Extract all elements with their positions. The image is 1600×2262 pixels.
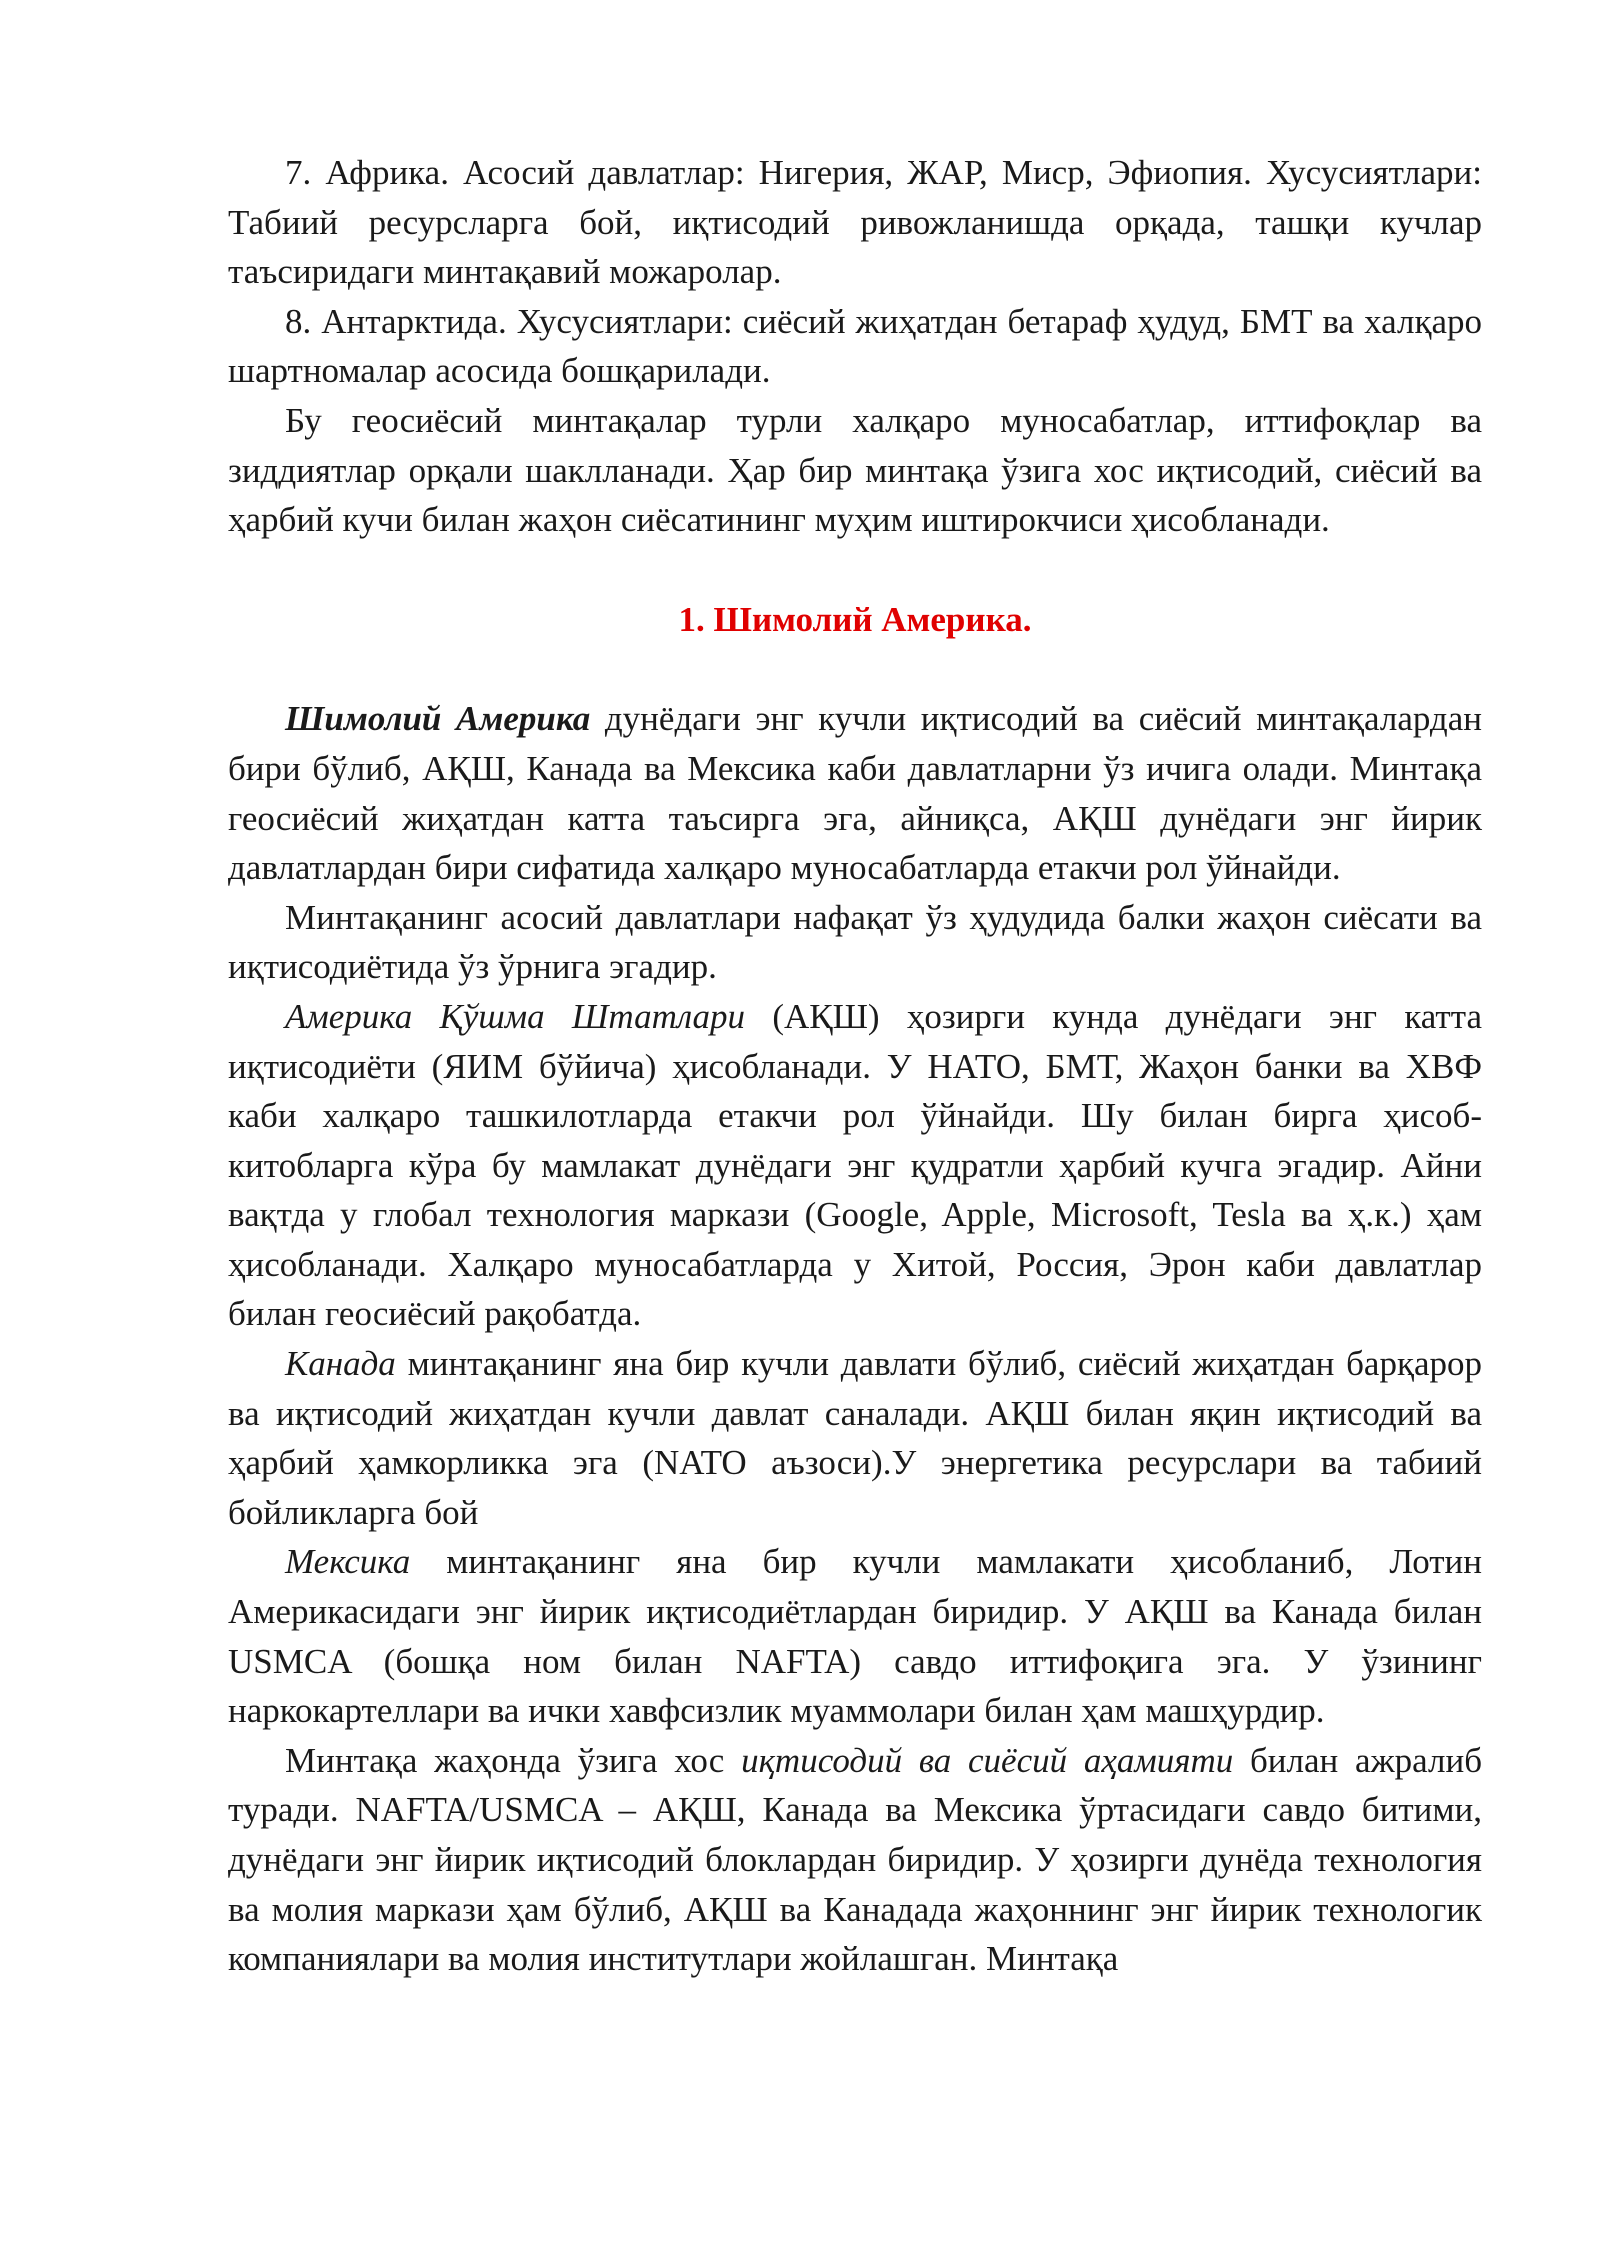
paragraph-usa — [228, 992, 1482, 1339]
section-heading: 1. Шимолий Америка. — [678, 599, 1032, 639]
paragraph-usa-text: (АҚШ) ҳозирги кунда дунёдаги энг катта иқтисодиёти (ЯИМ бўйича) ҳисобланади. У НАТО, БМТ, Жаҳон банки ва ХВФ каби халқаро ташкилотларда етакчи рол ўйнайди. Шу билан бирга ҳисоб-китобларга кўра бу мамлакат дунёдаги энг қудратли ҳарбий кучга эгадир. Айни вақтда у глобал технология маркази (Google, Apple, Microsoft, Tesla ва ҳ.к.) ҳам ҳисобланади. Халқаро муносабатларда у Хитой, Россия, Эрон каби давлатлар билан геосиёсий рақобатда. — [228, 996, 1482, 1334]
paragraph-north-america-intro-text: дунёдаги энг кучли иқтисодий ва сиёсий минтақалардан бири бўлиб, АҚШ, Канада ва Мексика каби давлатларни ўз ичига олади. Минтақа геосиёсий жиҳатдан катта таъсирга эга, айниқса, АҚШ дунёдаги энг йирик давлатлардан бири сифатида халқаро муносабатларда етакчи рол ўйнайди. — [228, 699, 1482, 888]
paragraph-main-states: Минтақанинг асосий давлатлари нафақат ўз ҳудудида балки жаҳон сиёсати ва иқтисодиётида ўз ўрнига эгадир. — [228, 897, 1482, 987]
paragraph-canada-text: минтақанинг яна бир кучли давлати бўлиб, сиёсий жиҳатдан барқарор ва иқтисодий жиҳатдан кучли давлат саналади. АҚШ билан яқин иқтисодий ва ҳарбий ҳамкорликка эга (NATO аъзоси).У энергетика ресурслари ва табиий бойликларга бой — [228, 1344, 1482, 1532]
term-canada: Канада — [285, 1344, 396, 1384]
paragraph-canada — [228, 1339, 1482, 1537]
paragraph-global-text-end: билан ажралиб туради. NAFTA/USMCA – АҚШ, Канада ва Мексика ўртасидаги савдо битими, дунёдаги энг йирик иқтисодий блоклардан биридир. У ҳозирги дунёда технология ва молия маркази ҳам бўлиб, АҚШ ва Канадада жаҳоннинг энг йирик технологик компаниялари ва молия институтлари жойлашган. Минтақа — [228, 1740, 1483, 1979]
term-north-america: Шимолий Америка — [285, 699, 591, 739]
paragraph-mexico — [228, 1537, 1482, 1735]
term-mexico: Мексика — [285, 1542, 411, 1582]
paragraph-north-america-intro — [228, 694, 1482, 892]
emphasis-economic-political: иқтисодий ва сиёсий аҳамияти — [741, 1740, 1234, 1780]
document-page — [228, 148, 1482, 1984]
paragraph-geopolitical-regions: Бу геосиёсий минтақалар турли халқаро муносабатлар, иттифоқлар ва зиддиятлар орқали шаклланади. Ҳар бир минтақа ўзига хос иқтисодий, сиёсий ва ҳарбий кучи билан жаҳон сиёсатининг муҳим иштирокчиси ҳисобланади. — [228, 400, 1482, 540]
paragraph-antarctica: 8. Антарктида. Хусусиятлари: сиёсий жиҳатдан бетараф ҳудуд, БМТ ва халқаро шартномалар асосида бошқарилади. — [228, 301, 1482, 391]
paragraph-global-text-start: Минтақа жаҳонда ўзига хос — [285, 1740, 742, 1780]
term-usa: Америка Қўшма Штатлари — [285, 996, 746, 1036]
paragraph-mexico-text: минтақанинг яна бир кучли мамлакати ҳисобланиб, Лотин Америкасидаги энг йирик иқтисодиётлардан биридир. У АҚШ ва Канада билан USMCA (бошқа ном билан NAFTA) савдо иттифоқига эга. У ўзининг наркокартеллари ва ички хавфсизлик муаммолари билан ҳам машҳурдир. — [228, 1542, 1482, 1731]
paragraph-africa: 7. Африка. Асосий давлатлар: Нигерия, ЖАР, Миср, Эфиопия. Хусусиятлари: Табиий ресурсларга бой, иқтисодий ривожланишда орқада, ташқи кучлар таъсиридаги минтақавий можаролар. — [228, 153, 1482, 292]
paragraph-global-significance — [228, 1736, 1482, 1984]
